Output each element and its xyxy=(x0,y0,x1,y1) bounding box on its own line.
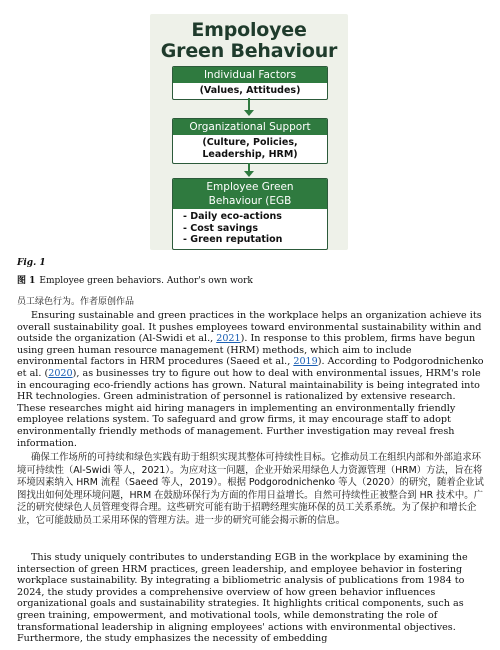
figure-caption-text: Employee green behaviors. Author's own work xyxy=(39,276,253,286)
figure-caption xyxy=(17,273,253,286)
box-egb-head-line2: Behaviour (EGB xyxy=(208,195,292,207)
box-organizational-support-line2: Leadership, HRM) xyxy=(202,149,298,160)
figure-title-line1: Empoloyee xyxy=(191,19,307,41)
arrow-down-icon xyxy=(244,171,254,177)
figure-label: Fig. 1 xyxy=(17,258,46,268)
box-organizational-support-line1: (Culture, Policies, xyxy=(202,137,298,148)
box-organizational-support-body xyxy=(173,135,327,163)
egb-outcomes-list xyxy=(173,209,327,249)
figure-caption-chinese: 员工绿色行为。作者原创作品 xyxy=(17,297,135,307)
box-individual-factors-head: Individual Factors xyxy=(173,67,327,83)
list-item: - Daily eco-actions xyxy=(183,211,319,223)
figure-employee-green-behaviour xyxy=(150,14,348,250)
figure-caption-prefix: 图 1 xyxy=(17,276,36,286)
citation-link-2019[interactable]: 2019 xyxy=(293,356,318,368)
paragraph-1-chinese: 确保工作场所的可持续和绿色实践有助于组织实现其整体可持续性目标。它推动员工在组织内部和外部追求环境可持续性（Al-Swidi 等人，2021）。为应对这一问题，企业开始采用绿色人力资源管理（HRM）方法，旨在将环境因素纳入 HRM 流程（Saeed 等人，2019）。根据 Podgorodnichenko 等人（2020）的研究，随着企业试图找出如何处理环境问题，HRM 在鼓励环保行为方面的作用日益增长。自然可持续性正被整合到 HR 技术中。广泛的研究使绿色人员管理变得合理。这些研究可能有助于招聘经理实施环保的员工关系系统。为了保护和增长企业，它可能鼓励员工采用环保的管理方法。进一步的研究可能会揭示新的信息。 xyxy=(17,452,484,526)
figure-title-line2: Green Behaviour xyxy=(160,40,338,62)
arrow-down-icon xyxy=(244,110,254,116)
paragraph-1-text-c: ). According to Podgorodnichenko et al. ( xyxy=(17,356,484,379)
list-item: - Green reputation xyxy=(183,234,319,246)
paragraph-1-text-a: Ensuring sustainable and green practices in the workplace helps an organization achieve its overall sustainability goal. It pushes employees toward environmental sustainability within and outside the organization (Al-Swidi et al., xyxy=(17,310,482,345)
box-egb-head-line1: Employee Green xyxy=(206,181,294,193)
paragraph-1-text-d: ), as businesses try to figure out how to deal with environmental issues, HRM's role in encouraging eco-friendly actions has grown. Natural maintainability is being integrated into HR technologies. Green administration of personnel is rationalized by extensive research. These researches might aid hiring managers in implementing an environmentally friendly employee relations system. To safeguard and grow firms, it may encourage staff to adopt environmentally friendly methods of management. Further investigation may reveal fresh information. xyxy=(17,367,481,449)
figure-title xyxy=(150,20,348,62)
citation-link-2020[interactable]: 2020 xyxy=(48,367,73,379)
box-egb-head xyxy=(173,179,327,209)
box-organizational-support xyxy=(172,118,328,164)
paragraph-1-text-b: ). In response to this problem, firms have begun using green human resource management (HRM) methods, which aim to include environmental factors in HRM procedures (Saeed et al., xyxy=(17,333,476,368)
list-item: - Cost savings xyxy=(183,223,319,235)
paragraph-2: This study uniquely contributes to understanding EGB in the workplace by examining the intersection of green HRM practices, green leadership, and employee behavior in fostering workplace sustainability. By integrating a bibliometric analysis of publications from 1984 to 2024, the study provides a comprehensive overview of how green behavior influences organizational goals and sustainability strategies. It highlights critical components, such as green training, empowerment, and motivational tools, while demonstrating the role of transformational leadership in aligning employees' actions with environmental objectives. Furthermore, the study emphasizes the necessity of embedding xyxy=(17,552,468,645)
box-individual-factors-body: (Values, Attitudes) xyxy=(199,85,301,96)
paragraph-1 xyxy=(17,310,485,449)
box-employee-green-behaviour xyxy=(172,178,328,250)
box-individual-factors xyxy=(172,66,328,100)
box-organizational-support-head: Organizational Support xyxy=(173,119,327,135)
citation-link-2021[interactable]: 2021 xyxy=(216,333,241,345)
